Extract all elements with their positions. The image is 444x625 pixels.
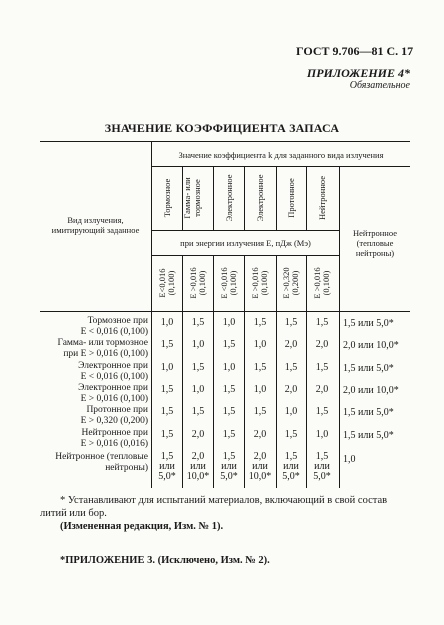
cell-text: или [221, 461, 237, 472]
appendix-3-note: *ПРИЛОЖЕНИЕ 3. (Исключено, Изм. № 2). [60, 555, 270, 566]
table-cell: 1,5 [284, 317, 298, 328]
table-cell: 1,5 [160, 384, 174, 395]
table-cell: 1,5 [160, 429, 174, 440]
cell-text: 5,0* [313, 471, 331, 482]
column-header: Нейтронное [317, 175, 327, 221]
cell-text: 5,0* [282, 471, 300, 482]
cell-text: 1,5 [284, 451, 298, 462]
table-cell: 1,5 [315, 317, 329, 328]
document-title: ЗНАЧЕНИЕ КОЭФФИЦИЕНТА ЗАПАСА [104, 121, 340, 135]
table-cell: 1,5 [191, 406, 205, 417]
row-label: E < 0,016 (0,100) [80, 372, 148, 382]
row-label: E > 0,016 (0,016) [80, 439, 148, 449]
row-label: Электронное при [78, 383, 148, 393]
table-cell: 1,5 [191, 362, 205, 373]
table-cell: 1,5 [315, 406, 329, 417]
neutron-column-header: Нейтронное (тепловые нейтроны) [352, 228, 397, 258]
group-header: Значение коэффициента k для заданного вида излучения [178, 150, 384, 160]
cell-text: 10,0* [186, 471, 210, 482]
table-cell: 1,5 [191, 317, 205, 328]
table-cell: 1,0 [222, 317, 236, 328]
table-cell: 1,5 [253, 317, 267, 328]
cell-text: 2,0 [253, 451, 267, 462]
column-header: Гамма- или тормозное [182, 177, 202, 219]
row-label: E < 0,016 (0,100) [80, 327, 148, 337]
neutron-cell: 1,5 или 5,0* [343, 363, 394, 374]
energy-cell: E >0,016 (0,100) [250, 267, 269, 299]
neutron-cell: 2,0 или 10,0* [343, 340, 399, 351]
row-label: E > 0,320 (0,200) [80, 416, 148, 426]
table-cell: 1,5 [284, 429, 298, 440]
neutron-cell: 1,5 или 5,0* [343, 318, 394, 329]
cell-text: 1,5 [315, 451, 329, 462]
table-cell: 2,0 [253, 429, 267, 440]
table-cell: 1,5 [222, 339, 236, 350]
table-cell: 1,0 [160, 317, 174, 328]
row-label: Тормозное при [87, 316, 148, 326]
table-cell [276, 452, 306, 482]
table-cell [307, 452, 337, 482]
table-cell: 1,0 [253, 339, 267, 350]
cell-text: 10,0* [248, 471, 272, 482]
row-label: Нейтронное (тепловые [55, 452, 148, 462]
cell-text: 5,0* [158, 471, 176, 482]
column-header: Тормозное [162, 178, 172, 218]
table-cell [152, 452, 182, 482]
column-header: Электронное [255, 174, 265, 222]
table-cell: 1,5 [160, 406, 174, 417]
cell-text: 2,0 [191, 451, 205, 462]
table-cell: 2,0 [284, 384, 298, 395]
table-cell: 2,0 [315, 339, 329, 350]
cell-text: или [159, 461, 175, 472]
table-cell: 1,5 [315, 362, 329, 373]
energy-cell: E >0,016 (0,100) [312, 267, 331, 299]
cell-text: или [283, 461, 299, 472]
row-label: Гамма- или тормозное [57, 338, 148, 348]
cell-text: 1,5 [222, 451, 236, 462]
table-cell: 1,5 [160, 339, 174, 350]
table-cell: 1,5 [253, 406, 267, 417]
table-cell: 1,0 [284, 406, 298, 417]
table-cell [214, 452, 244, 482]
table-cell: 1,0 [191, 339, 205, 350]
table-cell: 1,0 [160, 362, 174, 373]
row-label: Нейтронное при [81, 428, 148, 438]
table-cell: 2,0 [284, 339, 298, 350]
table-cell: 2,0 [191, 429, 205, 440]
table-cell: 1,5 [253, 362, 267, 373]
energy-cell: E >0,320 (0,200) [281, 267, 300, 299]
amendment-note: (Измененная редакция, Изм. № 1). [60, 521, 224, 532]
row-label: E > 0,016 (0,100) [80, 394, 148, 404]
cell-text: 1,5 [160, 451, 174, 462]
energy-cell: E<0,016 (0,100) [157, 268, 176, 298]
table-cell: 1,5 [284, 362, 298, 373]
table-cell: 1,0 [191, 384, 205, 395]
table-cell [245, 452, 275, 482]
page-header: ГОСТ 9.706—81 С. 17 [296, 44, 414, 58]
neutron-cell: 2,0 или 10,0* [343, 385, 399, 396]
energy-cell: E >0,016 (0,100) [188, 267, 207, 299]
energy-header: при энергии излучения E, пДж (Мэ) [180, 238, 311, 248]
table-cell: 1,5 [222, 429, 236, 440]
neutron-cell: 1,5 или 5,0* [343, 430, 394, 441]
table-cell [183, 452, 213, 482]
row-label: Протонное при [86, 405, 148, 415]
footnote-line-2: литий или бор. [40, 508, 107, 519]
row-label: Электронное при [78, 361, 148, 371]
cell-text: 5,0* [220, 471, 238, 482]
table-cell: 1,0 [253, 384, 267, 395]
footnote-line-1: * Устанавливают для испытаний материалов, включающий в свой состав [60, 495, 388, 506]
appendix-title: ПРИЛОЖЕНИЕ 4* [306, 66, 410, 80]
appendix-status: Обязательное [349, 80, 410, 91]
cell-text: или [314, 461, 330, 472]
row-label: при E > 0,016 (0,100) [63, 349, 148, 359]
cell-text: или [190, 461, 206, 472]
table-cell: 1,5 [222, 384, 236, 395]
row-header-label: Вид излучения, имитирующий заданное [51, 215, 140, 235]
column-header: Электронное [224, 174, 234, 222]
table-cell: 1,5 [222, 406, 236, 417]
energy-cell: E <0,016 (0,100) [219, 267, 238, 299]
table-cell: 1,0 [315, 429, 329, 440]
cell-text: или [252, 461, 268, 472]
table-cell: 2,0 [315, 384, 329, 395]
neutron-cell: 1,5 или 5,0* [343, 407, 394, 418]
table-cell: 1,0 [222, 362, 236, 373]
column-header: Протонное [286, 178, 296, 218]
neutron-cell: 1,0 [343, 454, 356, 465]
row-label: нейтроны) [105, 463, 148, 473]
